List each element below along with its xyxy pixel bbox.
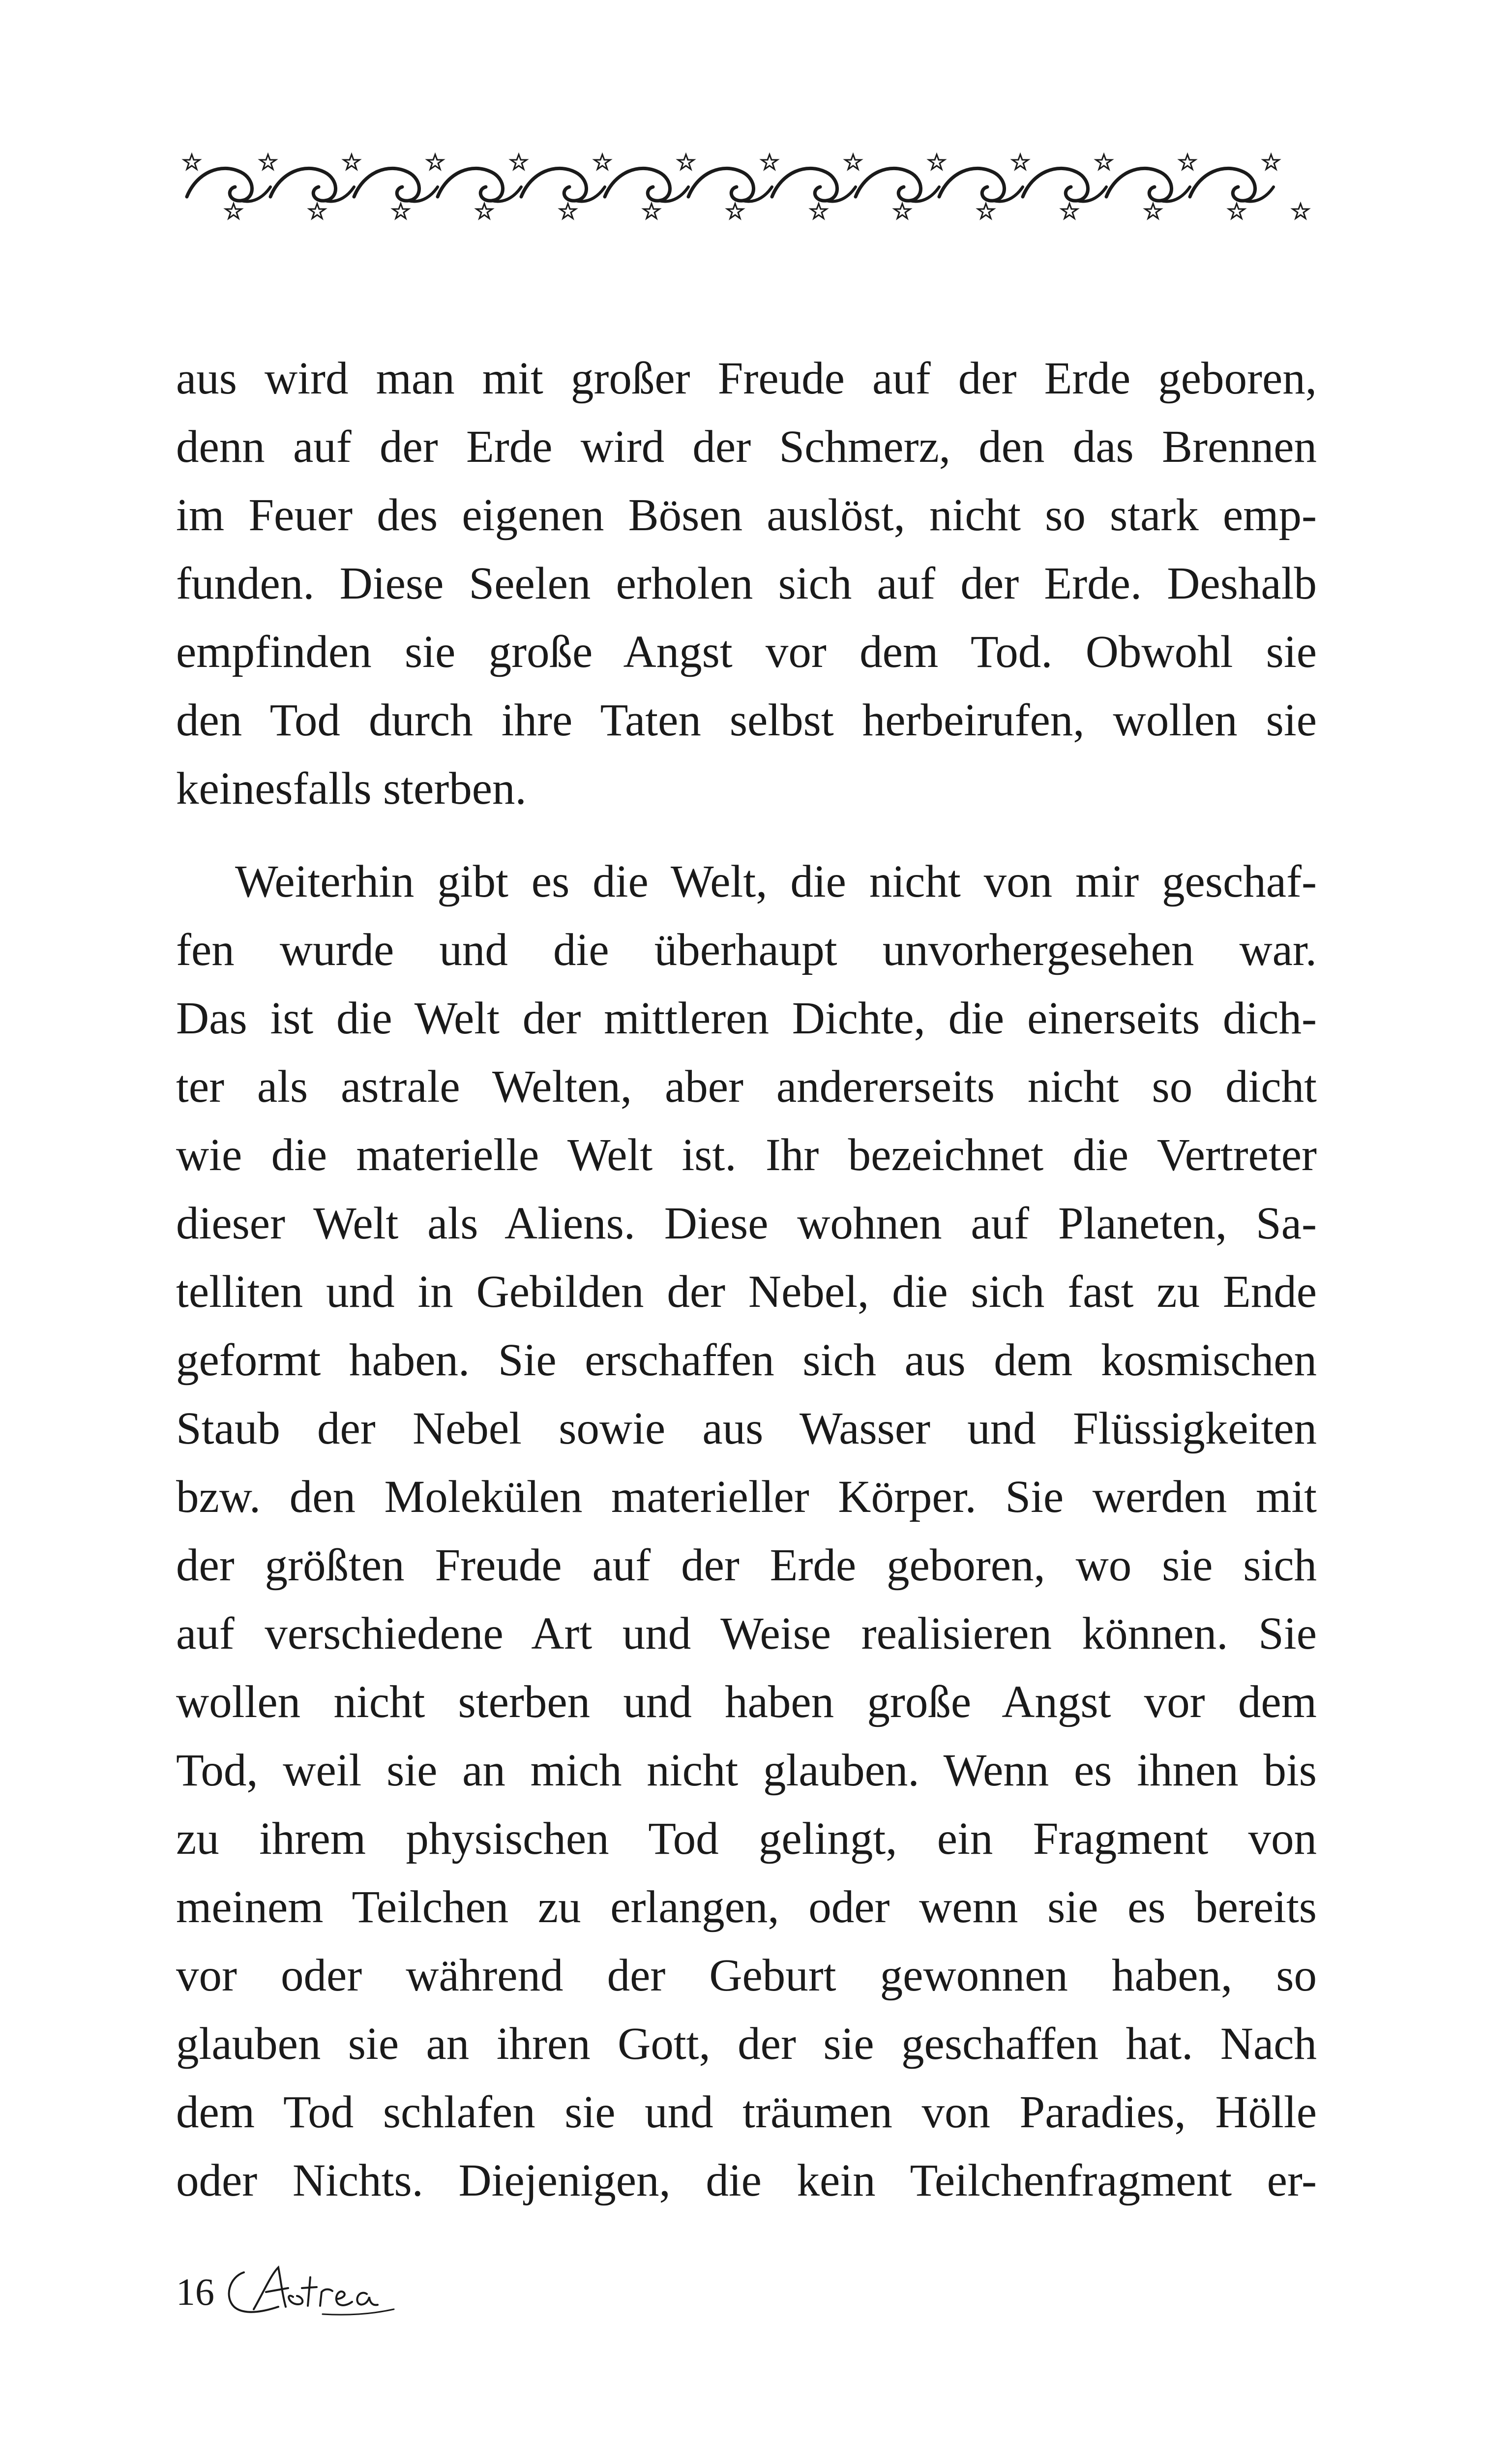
text-line: empfinden sie große Angst vor dem Tod. Obwohl sie (176, 627, 1317, 677)
text-line: aus wird man mit großer Freude auf der Erde geboren, (176, 353, 1317, 404)
paragraph-2 (176, 847, 1317, 2215)
text-line: wollen nicht sterben und haben große Angst vor dem (176, 1677, 1317, 1727)
page-number: 16 (176, 2270, 214, 2313)
text-line: bzw. den Molekülen materieller Körper. Sie werden mit (176, 1472, 1317, 1522)
text-line: denn auf der Erde wird der Schmerz, den das Brennen (176, 422, 1317, 472)
text-line: fen wurde und die überhaupt unvorhergesehen war. (176, 925, 1317, 975)
text-line: der größten Freude auf der Erde geboren, wo sie sich (176, 1540, 1317, 1591)
page-footer (176, 2258, 401, 2326)
text-line: Staub der Nebel sowie aus Wasser und Flüssigkeiten (176, 1403, 1317, 1454)
paragraph-1 (176, 344, 1317, 823)
text-line: wie die materielle Welt ist. Ihr bezeichnet die Vertreter (176, 1130, 1317, 1180)
text-line: oder Nichts. Diejenigen, die kein Teilchenfragment er- (176, 2155, 1317, 2206)
text-line: im Feuer des eigenen Bösen auslöst, nicht so stark emp- (176, 490, 1317, 541)
astrea-logo-icon (224, 2258, 401, 2326)
decorative-border-icon (177, 143, 1318, 221)
text-line: keinesfalls sterben. (176, 763, 527, 814)
text-line: vor oder während der Geburt gewonnen haben, so (176, 1950, 1317, 2001)
text-line: meinem Teilchen zu erlangen, oder wenn sie es bereits (176, 1882, 1317, 1932)
text-line: funden. Diese Seelen erholen sich auf der Erde. Deshalb (176, 558, 1317, 609)
text-line: telliten und in Gebilden der Nebel, die sich fast zu Ende (176, 1267, 1317, 1317)
text-line: Weiterhin gibt es die Welt, die nicht von mir geschaf- (235, 856, 1317, 907)
body-text (176, 344, 1317, 2215)
text-line: dieser Welt als Aliens. Diese wohnen auf Planeten, Sa- (176, 1198, 1317, 1249)
text-line: geformt haben. Sie erschaffen sich aus dem kosmischen (176, 1335, 1317, 1386)
text-line: dem Tod schlafen sie und träumen von Paradies, Hölle (176, 2087, 1317, 2138)
text-line: zu ihrem physischen Tod gelingt, ein Fragment von (176, 1813, 1317, 1864)
text-line: den Tod durch ihre Taten selbst herbeirufen, wollen sie (176, 695, 1317, 746)
text-line: glauben sie an ihren Gott, der sie geschaffen hat. Nach (176, 2019, 1317, 2069)
text-line: Tod, weil sie an mich nicht glauben. Wenn es ihnen bis (176, 1745, 1317, 1796)
text-line: Das ist die Welt der mittleren Dichte, die einerseits dich- (176, 993, 1317, 1044)
text-line: auf verschiedene Art und Weise realisieren können. Sie (176, 1608, 1317, 1659)
text-line: ter als astrale Welten, aber andererseits nicht so dicht (176, 1061, 1317, 1112)
